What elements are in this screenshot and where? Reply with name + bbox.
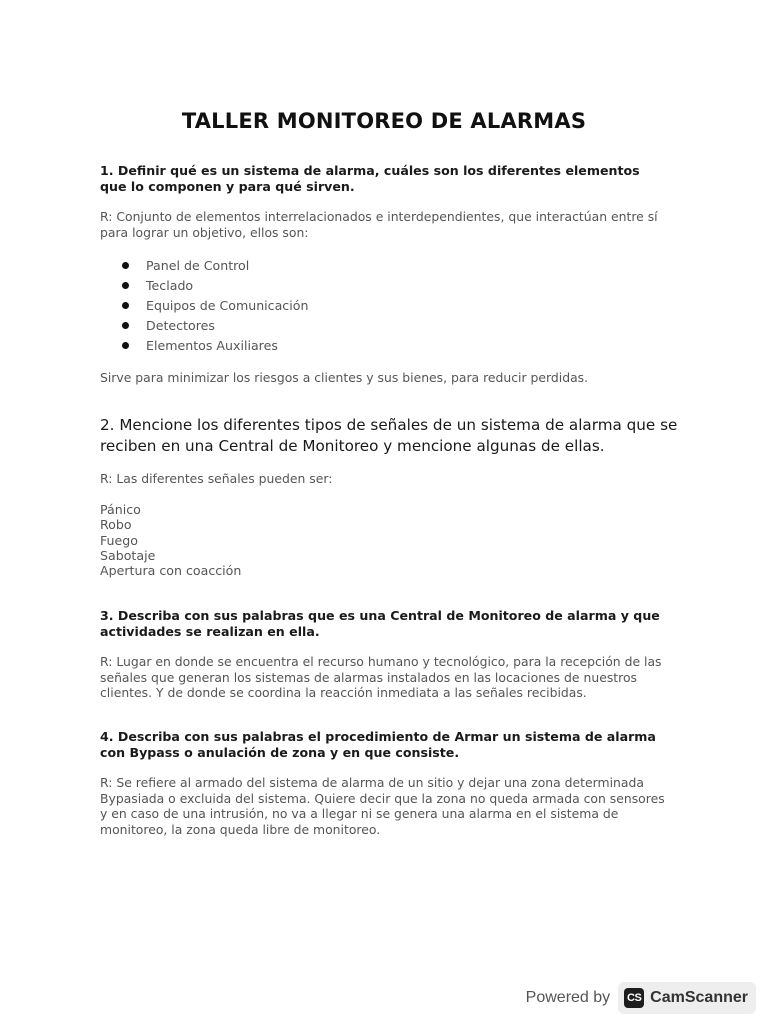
answer-1-intro: R: Conjunto de elementos interrelacionados e interdependientes, que interactúan entre sí para lograr un objetivo, ellos son: [100,209,658,240]
list-item-text: Equipos de Comunicación [146,298,309,313]
question-3: 3. Describa con sus palabras que es una Central de Monitoreo de alarma y que actividades se realizan en ella. [100,608,660,639]
answer-4: R: Se refiere al armado del sistema de alarma de un sitio y dejar una zona determinada Bypasiada o excluida del sistema. Quiere decir que la zona no queda armada con sensores y en caso de una intrusión, no va a llegar ni se genera una alarma en el sistema de monitoreo, la zona queda libre de monitoreo. [100,775,665,837]
answer-2-intro: R: Las diferentes señales pueden ser: [100,471,333,486]
list-item-text: Panel de Control [146,258,250,273]
list-item: Fuego [100,532,138,548]
list-item: Robo [100,517,132,533]
list-item [100,338,308,358]
list-item: Sabotaje [100,547,156,563]
bullet-icon [122,282,129,289]
list-item: Apertura con coacción [100,563,242,579]
question-4: 4. Describa con sus palabras el procedimiento de Armar un sistema de alarma con Bypass o anulación de zona y en que consiste. [100,729,656,760]
camscanner-logo-icon: CS [624,988,644,1008]
list-item [100,278,308,298]
list-item [100,318,308,338]
camscanner-footer [526,982,756,1014]
question-2: 2. Mencione los diferentes tipos de señales de un sistema de alarma que se reciben en una Central de Monitoreo y mencione algunas de ellas. [100,416,678,455]
camscanner-badge [618,982,756,1014]
list-item-text: Elementos Auxiliares [146,338,278,353]
answer-1-outro: Sirve para minimizar los riesgos a clientes y sus bienes, para reducir perdidas. [100,370,589,385]
bullet-icon [122,302,129,309]
list-item: Pánico [100,502,141,517]
list-item-text: Detectores [146,318,215,333]
list-item [100,298,308,318]
bullet-icon [122,322,129,329]
powered-by-label: Powered by [525,989,611,1006]
question-1: 1. Definir qué es un sistema de alarma, cuáles son los diferentes elementos que lo componen y para qué sirven. [100,163,640,194]
signals-list [100,502,241,578]
bullet-icon [122,262,129,269]
bullet-icon [122,342,129,349]
list-item-text: Teclado [146,278,194,293]
camscanner-brand-name: CamScanner [650,989,748,1006]
answer-3: R: Lugar en donde se encuentra el recurso humano y tecnológico, para la recepción de las señales que generan los sistemas de alarmas instalados en las locaciones de nuestros clientes. Y de donde se coordina la reacción inmediata a las señales recibidas. [100,654,662,700]
elements-bullet-list [100,258,308,358]
list-item [100,258,308,278]
document-title: TALLER MONITOREO DE ALARMAS [181,109,587,133]
